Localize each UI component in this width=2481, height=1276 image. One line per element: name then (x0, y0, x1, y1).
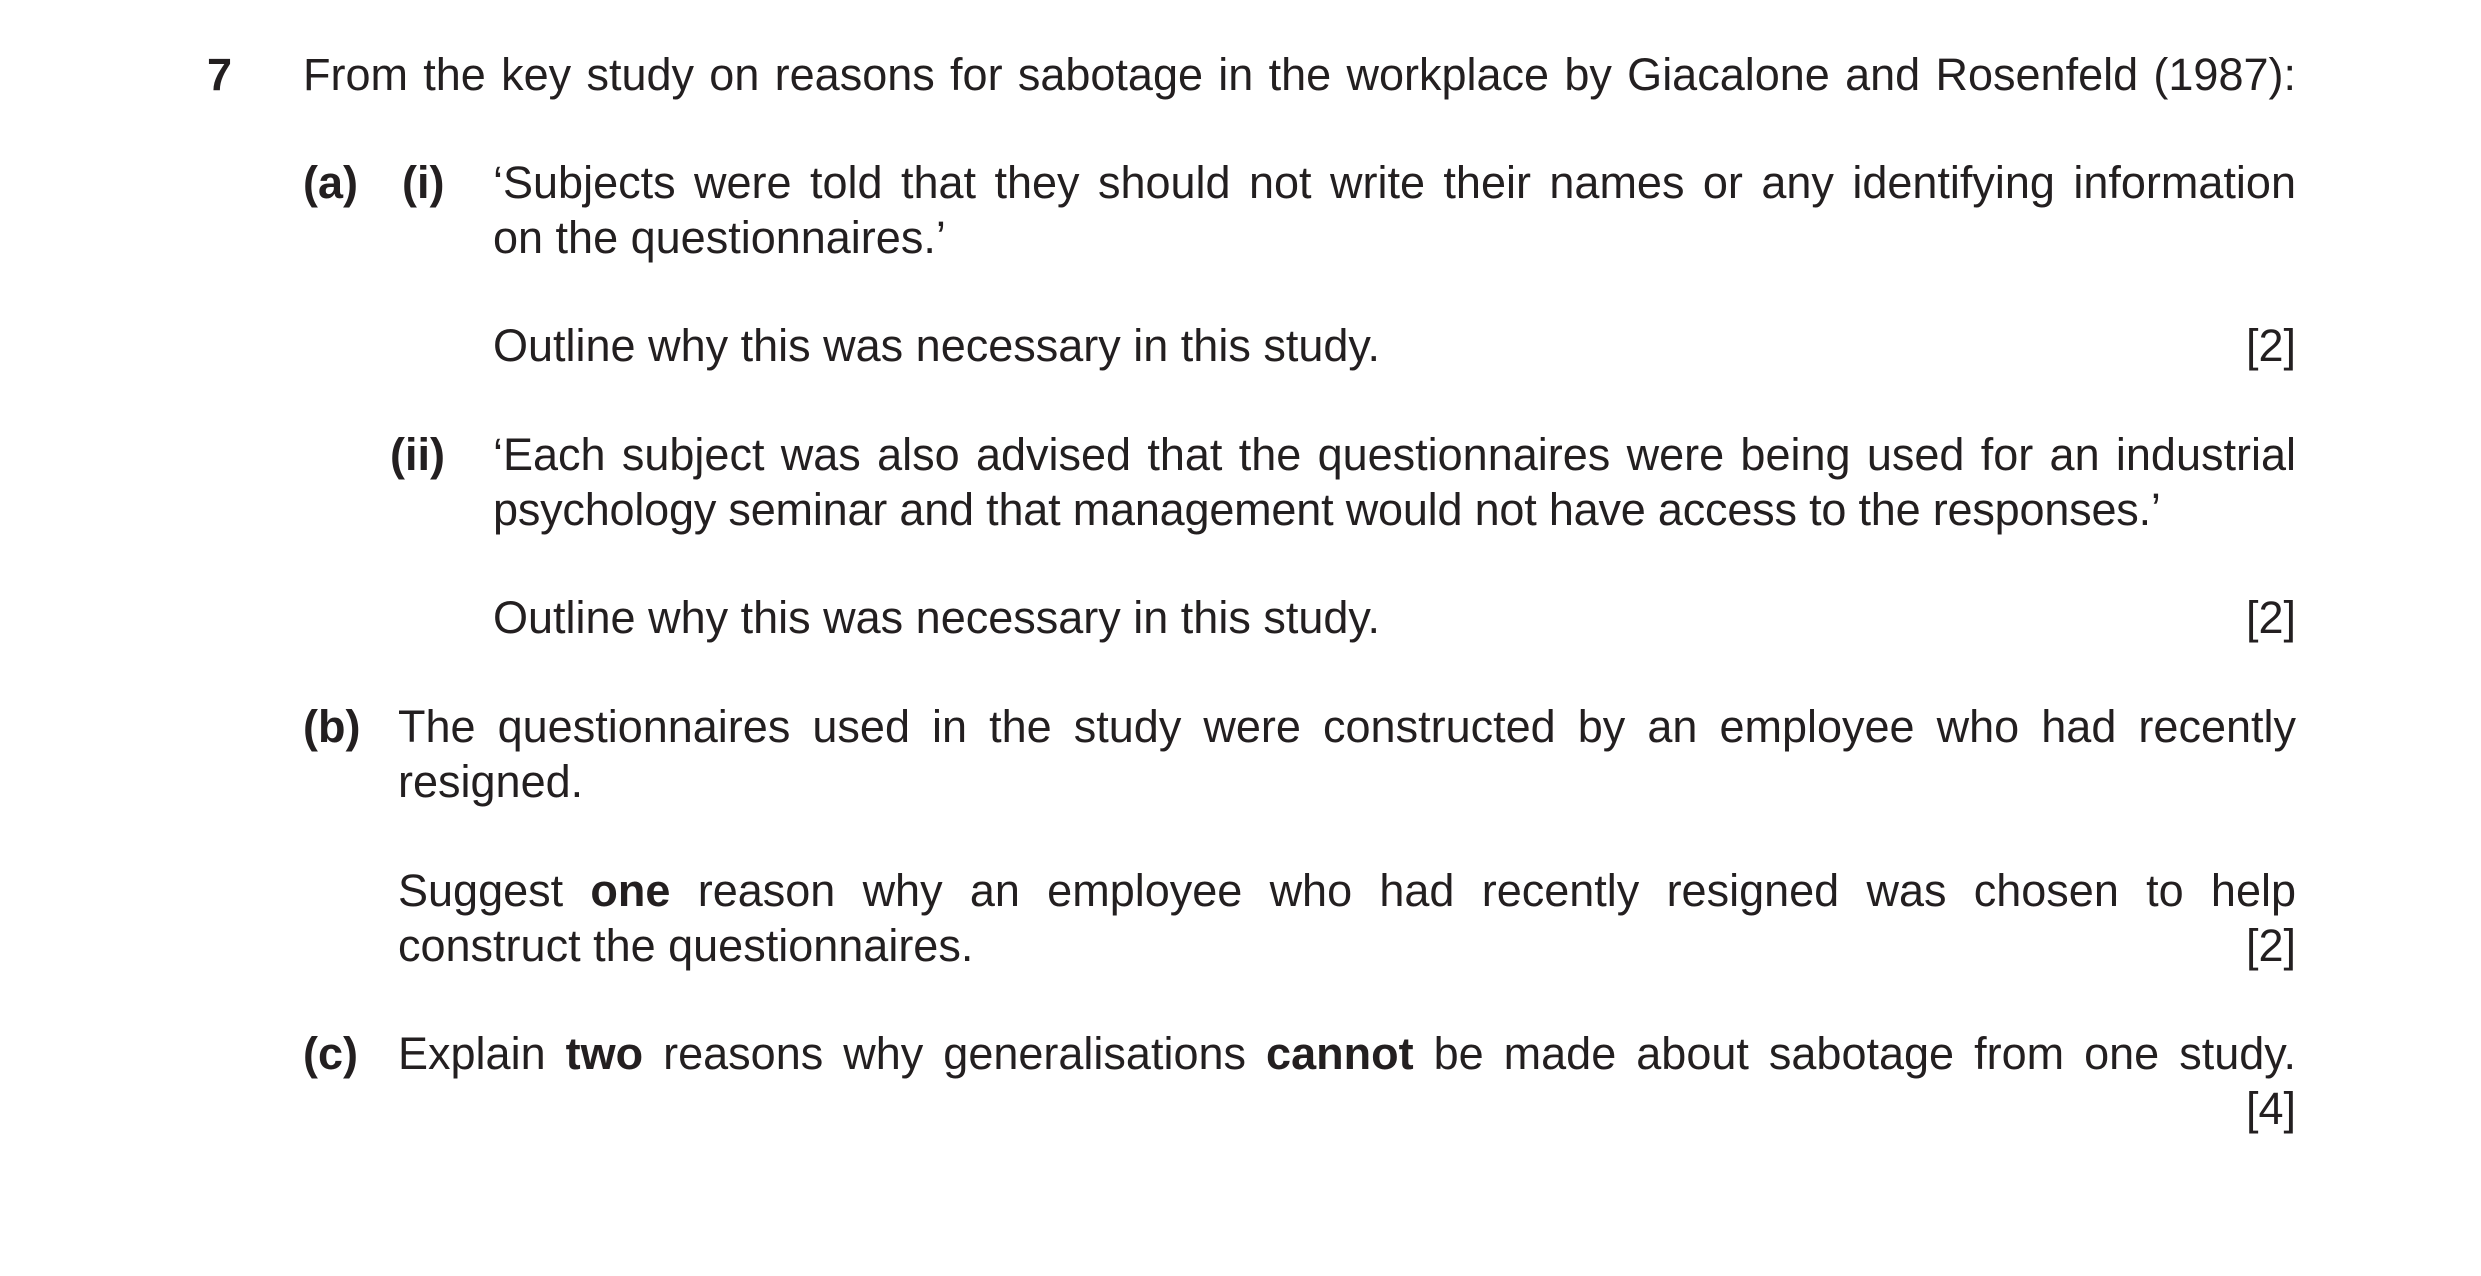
subpart-i-marks: [2] (2245, 320, 2296, 371)
part-a-label: (a) (303, 157, 358, 208)
part-b-task-emphasis: one (590, 865, 671, 916)
part-b-task-line2: construct the questionnaires. (398, 920, 974, 971)
question-stem: From the key study on reasons for sabotage in the workplace by Giacalone and Rosenfeld (1987): (303, 49, 2296, 100)
subpart-i-quote-line1: ‘Subjects were told that they should not write their names or any identifying information (493, 157, 2296, 208)
part-b-task-post: reason why an employee who had recently resigned was chosen to help (697, 865, 2296, 916)
part-c-task (398, 1026, 2296, 1081)
part-b-task-pre: Suggest (398, 865, 564, 916)
part-c-label: (c) (303, 1028, 358, 1079)
part-b-task-line1 (398, 863, 2296, 918)
subpart-ii-quote-line2: psychology seminar and that management would not have access to the responses.’ (493, 484, 2161, 535)
part-b-context-line1: The questionnaires used in the study were constructed by an employee who had recently (398, 701, 2296, 752)
part-c-task-post: be made about sabotage from one study. (1433, 1028, 2296, 1079)
part-c-task-pre: Explain (398, 1028, 546, 1079)
question-number: 7 (207, 49, 233, 100)
subpart-i-task: Outline why this was necessary in this study. (493, 320, 1381, 371)
part-b-context-line2: resigned. (398, 756, 584, 807)
subpart-ii-task: Outline why this was necessary in this study. (493, 592, 1381, 643)
subpart-ii-quote-line1: ‘Each subject was also advised that the questionnaires were being used for an industrial (493, 429, 2296, 480)
subpart-ii-marks: [2] (2245, 592, 2296, 643)
subpart-ii-label: (ii) (390, 429, 445, 480)
subpart-i-quote-line2: on the questionnaires.’ (493, 212, 946, 263)
part-b-label: (b) (303, 701, 361, 752)
part-c-task-emphasis-2: cannot (1266, 1028, 1414, 1079)
part-c-task-mid: reasons why generalisations (663, 1028, 1247, 1079)
part-b-marks: [2] (2245, 920, 2296, 971)
part-c-task-emphasis-1: two (565, 1028, 644, 1079)
part-c-marks: [4] (2245, 1083, 2296, 1134)
subpart-i-label: (i) (402, 157, 445, 208)
